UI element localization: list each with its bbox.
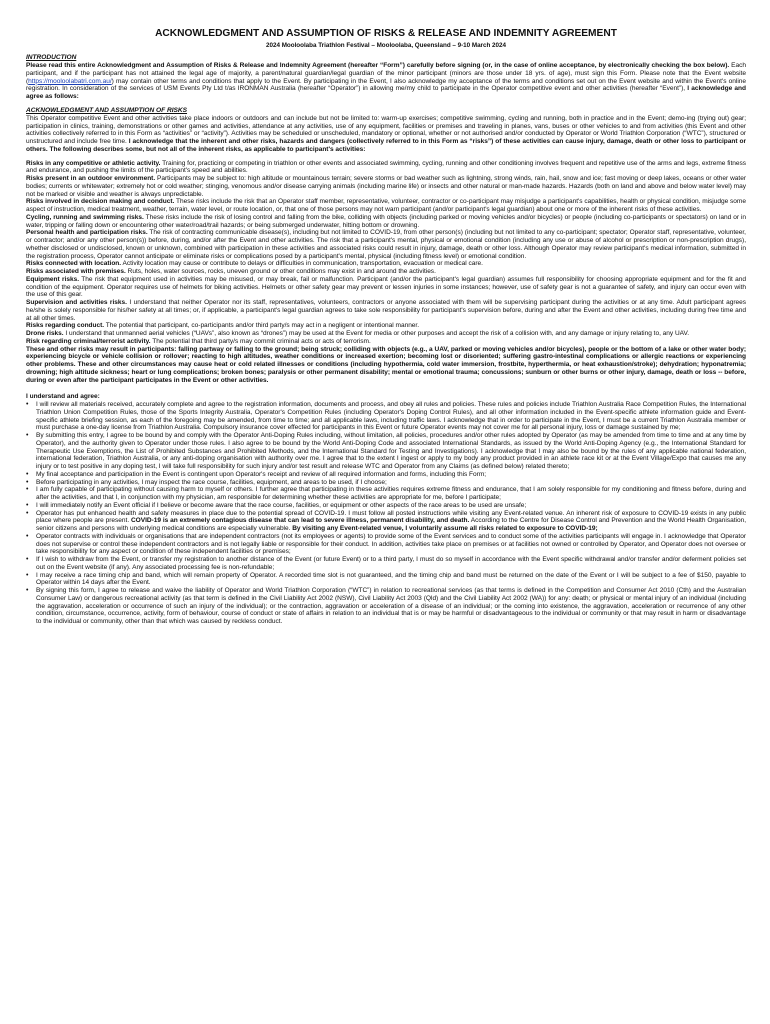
risk-item [26, 268, 746, 276]
risk-text: Training for, practicing or competing in triathlon or other events and associated swimming, cycling, running and other conditioning involves frequent and repetitive use of the arms and legs, extreme fitness and endurance, and pushing the limits of the participant's speed and abilities. [26, 159, 746, 175]
risk-text: Ruts, holes, water sources, rocks, uneven ground or other conditions may exist in and around the activities. [125, 268, 436, 275]
risk-label: Supervision and activities risks. [26, 299, 127, 306]
risk-label: Risks involved in decision making and conduct. [26, 198, 175, 206]
risk-text: I understand that unmanned aerial vehicles (“UAVs”, also known as “drones”) may be used at the Event for media or other purposes and accept the risk of a collision with, and any damage or injury relating to, any UAV. [63, 330, 690, 337]
risk-item [26, 214, 746, 230]
agreement-item: • By signing this form, I agree to release and waive the liability of Operator and World Triathlon Corporation (“WTC”) in relation to recreational services (as that terms is defined in the Competition and Consumer Act 2010 (Cth) and the Australian Consumer Law) or dangerous recreational activity (as that term is defined in the Civil Liability Act 2002 (NSW), Civil Liability Act 2003 (Qld) and the Civil Liability Act 2002 (WA)) for any: death; or physical or mental injury of an individual (including the aggravation, acceleration or occurrence of such an injury of the individual); or the contraction, aggravation or acceleration of a disease of an individual; or the coming into existence, the aggravation, acceleration or recurrence of any other condition, circumstance, occurrence, activity, form of behaviour, course of conduct or state of affairs in relation to an individual that is or may be harmful or disadvantageous to the individual or community or that may result in harm or disadvantage to the individual or community, other than that which was caused by reckless conduct. [26, 587, 746, 626]
risk-text: The potential that third party/s may commit criminal acts or acts of terrorism. [150, 337, 371, 345]
risk-label: Risk regarding criminal/terrorist activity. [26, 337, 151, 345]
agree-heading-text: I understand and agree: [26, 393, 100, 401]
risk-text: Activity location may cause or contribute to delays or difficulties in communication, transportation, evacuation or medical care. [121, 260, 483, 268]
agreement-item: • By submitting this entry, I agree to be bound by and comply with the Operator Anti-Doping Rules including, without limitation, all policies, procedures and/or other rules adopted by Operator (as may be amended from time to time and at any time by Operator), and the authority given to Operator under those rules. I also agree to be bound by the World Anti-Doping Code and associated International Standards, as issued by the World Anti-Doping Agency (e.g., the International Standard for Therapeutic Use Exemptions, the List of Prohibited Substances and Prohibited Methods, and the International Standard for Testing and Investigations). I acknowledge that I may also be bound by the rules of any applicable national federation, international federation, Triathlon Australia, or any anti-doping organisation with authority over me. I agree that to the extent I ingest or apply to my body any product provided in an athlete race kit or at the Event Village/Expo that causes me any injury or to test positive in any doping test, I will take full responsibility for such injury and/or test result and release WTC and Operator from any Claims (as defined below) related thereto; [26, 432, 746, 471]
risk-item [26, 299, 746, 322]
risk-label: Risks regarding conduct. [26, 322, 105, 330]
risks-summary-text: These and other risks may result in participants: falling partway or falling to the ground; being struck; colliding with objects (e.g., a UAV, parked or moving vehicles and/or bicycles), people or the bottom of a lake or other water body; experiencing bicycle or vehicle collision or rollover; reacting to high altitudes, weather conditions or increased exertion; becoming lost or disoriented; suffering gastro-intestinal complications or allergic reactions or experiencing other problems. These and other circumstances may cause heat or cold related illnesses or conditions (including hypothermia, cold water immersion, frostbite, hyperthermia, or heat exhaustion/stroke); dehydration; hyponatremia; drowning; high altitude sickness; heart or lung complications; broken bones; paralysis or other permanent disability; mental or emotional trauma; concussions; sunburn or other burns or other injury, damage, death or loss -- before, during or even after the participant participates in the Event or other activities. [26, 345, 746, 384]
agreement-item: • If I wish to withdraw from the Event, or transfer my registration to another distance of the Event (or future Event) or to a third party, I must do so myself in accordance with the Event specific withdrawal and/or transfer and/or deferment policies set out on the Event website (if any). Any associated processing fee is non-refundable; [26, 556, 746, 572]
intro-text-a: Each participant, and if the participant has not attained the legal age of majority, a parent/natural guardian/legal guardian of the minor participant (minors are those under 18 yrs. of age), must sign this Form. Please note that the Event website ( [26, 62, 746, 85]
risk-list [26, 160, 746, 385]
risk-item [26, 260, 746, 268]
risk-label: Cycling, running and swimming risks. [26, 213, 144, 221]
risk-item [26, 175, 746, 198]
risk-label: Risks present in an outdoor environment. [26, 175, 156, 182]
intro-bold-lead: Please read this entire Acknowledgment and Assumption of Risks & Release and Indemnity Agreement (hereafter “Form”) carefully before signing (or, in the case of online acceptance, by electronically checking the box below). [26, 62, 730, 69]
ack-bold: I acknowledge that the inherent and other risks, hazards and dangers (collectively referred to in this Form as “risks”) of these activities can cause injury, damage, death or other loss to participant or others. The following describes some, but not all of the inherent risks, as applicable to participant's activities: [26, 138, 746, 153]
risk-text: These risks include the risk that an Operator staff member, representative, volunteer, contractor or co-participant may misjudge a participant's capabilities, health or physical condition, misjudge some aspect of instruction, medical treatment, weather, terrain, water level, or route location, or, that one of those persons may not warn participant (and/or participant's legal guardian) about one or more of the inherent risks of these activities. [26, 198, 746, 213]
risk-text: Participants may be subject to: high altitude or mountainous terrain; severe storms or bad weather such as lightning, strong winds, rain, hail, snow and ice; fast moving or deep lakes, oceans or other water bodies; currents or whitewater; extremely hot or cold weather; stinging, venomous and/or disease carrying animals (including marine life) or insects and other natural or man-made hazards. Hazards (both on land and above and below water level) may not be marked or visible and weather is always unpredictable. [26, 175, 747, 198]
covid-bold: COVID-19 is an extremely contagious disease that can lead to severe illness, permanent disability, and death. [129, 517, 470, 525]
risk-item [26, 276, 746, 299]
document-subtitle: 2024 Mooloolaba Triathlon Festival – Mooloolaba, Queensland – 9-10 March 2024 [266, 42, 506, 49]
agreement-item: • I will review all materials received, accurately complete and agree to the registration information, documents and process, and obey all rules and policies. These rules and policies include Triathlon Australia Race Competition Rules, the International Triathlon Union Competition Rules, those of the Sports Integrity Australia, Operator's Competition Rules (including Operator's Doping Control Rules), and all other information included in the Event-specific athlete information guide and Event-specific athlete briefing session, as each of the foregoing may be amended, from time to time; and all applicable laws, including traffic laws. I acknowledge that in order to participate in the Event, I must be a current Triathlon Australia member or must purchase a one-day license from Triathlon Australia. Compulsory insurance cover effected for participants in this Event or future Operator events may not cover me for all personal injury, loss or damage sustained by me; [26, 401, 746, 432]
agree-heading [26, 393, 746, 401]
event-website-link[interactable]: https://mooloolabatri.com.au/ [28, 77, 112, 85]
risks-summary [26, 346, 746, 385]
ack-paragraph [26, 115, 746, 154]
risk-item [26, 198, 746, 214]
risk-item [26, 229, 746, 260]
risk-label: Risks associated with premises. [26, 268, 126, 275]
risk-text: These risks include the risk of losing control and falling from the bike, colliding with objects (including parked or moving vehicles and/or bicycles) or people (including co-participants or spectators) on land or in water, tripping or falling down or encountering other water/road/trail hazards; or being submerged underwater, hitting bottom or drowning. [26, 213, 746, 229]
agreement-item: • Before participating in any activities, I may inspect the race course, facilities, equipment, and areas to be used, if I choose; [26, 479, 746, 487]
agreement-item: • I may receive a race timing chip and band, which will remain property of Operator. A recorded time slot is not guaranteed, and the timing chip and band must be returned on the date of the Event or I will be subject to a fee of $150, payable to Operator within 14 days after the Event. [26, 572, 746, 588]
risk-label: Personal health and participation risks. [26, 229, 148, 237]
covid-text: Operator has put enhanced health and safety measures in place due to the potential spread of COVID-19. I must follow all posted instructions while visiting any Event-related venue. An inherent risk of exposure to COVID-19 exists in any public place where people are present. [36, 509, 746, 525]
risk-label: Drone risks. [26, 330, 64, 337]
document-title: ACKNOWLEDGMENT AND ASSUMPTION OF RISKS & RELEASE AND INDEMNITY AGREEMENT [155, 28, 617, 39]
risk-label: Risks in any competitive or athletic activity. [26, 159, 161, 167]
agreement-item: • My final acceptance and participation in the Event is contingent upon Operator's receipt and review of all required information and forms, including this Form; [26, 471, 746, 479]
agreement-list [26, 401, 746, 626]
covid-rest: According to the Centre for Disease Control and Prevention and the World Health Organisation, senior citizens and persons with underlying medical conditions are especially vulnerable. [36, 517, 747, 532]
intro-bold-end: I acknowledge and agree as follows: [26, 85, 746, 100]
ack-heading: ACKNOWLEDGMENT AND ASSUMPTION OF RISKS [26, 106, 188, 114]
risk-item [26, 160, 746, 176]
agreement-item: • I will immediately notify an Event official if I believe or become aware that the race course, facilities, or equipment or other aspects of the race areas to be used are unsafe; [26, 502, 746, 510]
risk-text: I understand that neither Operator nor its staff, representatives, volunteers, contractors or anyone associated with them will be supervising participant during the activities or at any time. Adult participant agrees he/she is solely responsible for his/her safety at all times; or, if applicable, a participant's legal guardian agrees to take sole responsibility for participant's supervision before, during and after the Event and other activities, including during free time and at all other times. [26, 299, 746, 322]
risk-text: The risk of contracting communicable disease(s), including but not limited to COVID-19, from other person(s) (including but not limited to any co-participant; spectator; Operator staff, representative, volunteer, or contractor; and/or any other person(s)) before, during, and/or after the Event and other activities. The risk that a participant's mental, physical or emotional condition (including any use or abuse of alcohol or prescription or non-prescription drugs), whether disclosed or undisclosed, known or unknown, combined with participation in these activities and associated risks could result in injury, damage, death or other loss. Although Operator may review participant's medical information, submitted in the registration process, Operator cannot anticipate or eliminate risks or complications posed by a participant's mental, physical (including fitness level) or emotional condition. [26, 229, 746, 260]
risk-label: Risks connected with location. [26, 260, 122, 268]
risk-item [26, 330, 746, 338]
risk-text: The potential that participant, co-participants and/or third party/s may act in a negligent or intentional manner. [104, 322, 420, 330]
intro-paragraph [26, 62, 746, 101]
agreement-item: • Operator contracts with individuals or organisations that are independent contractors (not its employees or agents) to provide some of the Event services and to conduct some of the activities participants will engage in. I acknowledge that Operator does not supervise or control these independent contractors and is not legally liable or responsible for their conduct. In addition, activities take place on premises or at facilities not owned or controlled by Operator, and Operator does not oversee or take responsibility for any aspect or condition of these independent facilities or premises; [26, 533, 746, 556]
covid-end-bold: By visiting any Event-related venue, I voluntarily assume all risks related to exposure to COVID-19; [290, 525, 598, 532]
risk-label: Equipment risks. [26, 275, 80, 283]
risk-item [26, 322, 746, 330]
intro-heading: INTRODUCTION [26, 54, 77, 61]
intro-text-b: ) may contain other terms and conditions that apply to the Event. By participating in the Event, I also acknowledge my acceptance of the terms and conditions set out on the Event website and within the Event's online registration. In consideration of the services of USM Events Pty Ltd t/as IRONMAN Australia (hereafter “Operator”) in allowing me/my child to participate in the Operator competitive event and other activities (hereafter “Event”), [26, 77, 746, 93]
agreement-item-covid [26, 510, 746, 533]
ack-text: This Operator competitive Event and other activities take place indoors or outdoors and can include but not be limited to: warm-up exercises; competitive swimming, cycling and running, both in practice and in the Event; demo-ing (trying out) gear; participation in clinics, training, demonstrations or other games and activities, attendance at any activities, use of any equipment, facilities or premises and traveling in planes, vans, buses or other vehicles to and from activities (this Event and other activities collectively referred to in this Form as “activities” or “activity”). Activities may be scheduled or unscheduled, mandatory or optional, whether or not authorised and/or conducted by Operator or World Triathlon Corporation (“WTC”), structured or unstructured and include free time. [26, 114, 746, 145]
agreement-item: • I am fully capable of participating without causing harm to myself or others. I further agree that participating in these activities requires extreme fitness and endurance, that I am solely responsible for my conditioning and fitness before, during and after the activities, and that I, in conjunction with my physician, am responsible for determining whether these activities are appropriate for me, before I participate; [26, 486, 746, 502]
risk-text: The risk that equipment used in activities may be misused, or may break, fail or malfunction. Participant (and/or the participant's legal guardian) assumes full responsibility for choosing appropriate equipment and for the fit and condition of the equipment. Operator requires use of helmets for biking activities. Helmets or other safety gear may prevent or lessen injuries in some instances; however, use of safety gear is not a guarantee of safety, and injury can occur even with the use of this gear. [26, 275, 746, 299]
risk-item [26, 338, 746, 346]
